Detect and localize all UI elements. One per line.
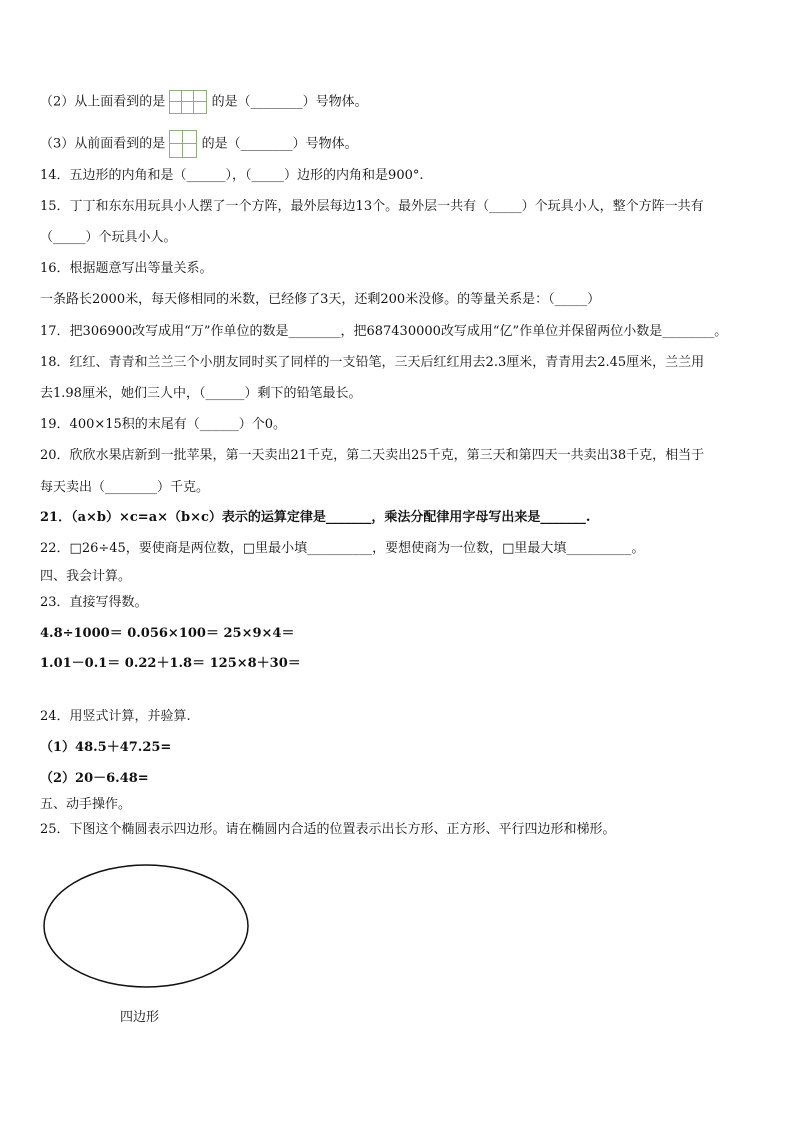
ellipse-caption: 四边形 xyxy=(120,1010,160,1025)
q13-3-suffix: 的是（________）号物体。 xyxy=(201,136,358,152)
question-13-2 xyxy=(40,90,368,114)
question-17: 17．把306900改写成用“万”作单位的数是________，把687430000改写成用“亿”作单位并保留两位小数是________。 xyxy=(40,324,728,339)
q13-3-prefix: （3）从前面看到的是 xyxy=(40,136,166,152)
q13-2-prefix: （2）从上面看到的是 xyxy=(40,94,166,110)
question-13-3 xyxy=(40,130,358,158)
question-23: 23．直接写得数。 xyxy=(40,595,148,610)
q13-2-suffix: 的是（________）号物体。 xyxy=(211,94,368,110)
question-24-1: （1）48.5＋47.25= xyxy=(40,740,172,755)
front-view-grid-icon xyxy=(169,130,197,158)
question-18-line1: 18．红红、青青和兰兰三个小朋友同时买了同样的一支铅笔，三天后红红用去2.3厘米，青青用去2.45厘米，兰兰用 xyxy=(40,355,705,370)
question-25: 25．下图这个椭圆表示四边形。请在椭圆内合适的位置表示出长方形、正方形、平行四边形和梯形。 xyxy=(40,822,616,837)
ellipse-shape xyxy=(42,862,254,992)
question-23-row2: 1.01－0.1＝ 0.22＋1.8＝ 125×8＋30＝ xyxy=(40,656,301,671)
top-view-grid-icon xyxy=(169,90,207,114)
question-15-line1: 15．丁丁和东东用玩具小人摆了一个方阵，最外层每边13个。最外层一共有（_____）个玩具小人，整个方阵一共有 xyxy=(40,199,704,214)
quadrilateral-ellipse[interactable] xyxy=(42,862,254,996)
question-20-line2: 每天卖出（________）千克。 xyxy=(40,480,210,495)
question-18-line2: 去1.98厘米，她们三人中，（______）剩下的铅笔最长。 xyxy=(40,386,362,401)
question-22: 22．□26÷45，要使商是两位数，□里最小填__________，要想使商为一位数，□里最大填__________。 xyxy=(40,541,645,556)
question-24: 24．用竖式计算，并验算. xyxy=(40,709,191,724)
section-4-heading: 四、我会计算。 xyxy=(40,569,132,584)
section-5-heading: 五、动手操作。 xyxy=(40,797,132,812)
question-24-2: （2）20－6.48= xyxy=(40,771,149,786)
question-16-title: 16．根据题意写出等量关系。 xyxy=(40,261,213,276)
question-16-body: 一条路长2000米，每天修相同的米数，已经修了3天，还剩200米没修。的等量关系是：（_____） xyxy=(40,292,601,307)
question-14: 14．五边形的内角和是（______），（_____）边形的内角和是900°. xyxy=(40,168,424,183)
question-20-line1: 20．欣欣水果店新到一批苹果，第一天卖出21千克，第二天卖出25千克，第三天和第四天一共卖出38千克，相当于 xyxy=(40,448,705,463)
question-21: 21．（a×b）×c=a×（b×c）表示的运算定律是_______，乘法分配律用字母写出来是_______. xyxy=(40,510,591,525)
question-19: 19．400×15积的末尾有（______）个0。 xyxy=(40,417,287,432)
question-23-row1: 4.8÷1000＝ 0.056×100＝ 25×9×4＝ xyxy=(40,626,295,641)
question-15-line2: （_____）个玩具小人。 xyxy=(40,230,177,245)
